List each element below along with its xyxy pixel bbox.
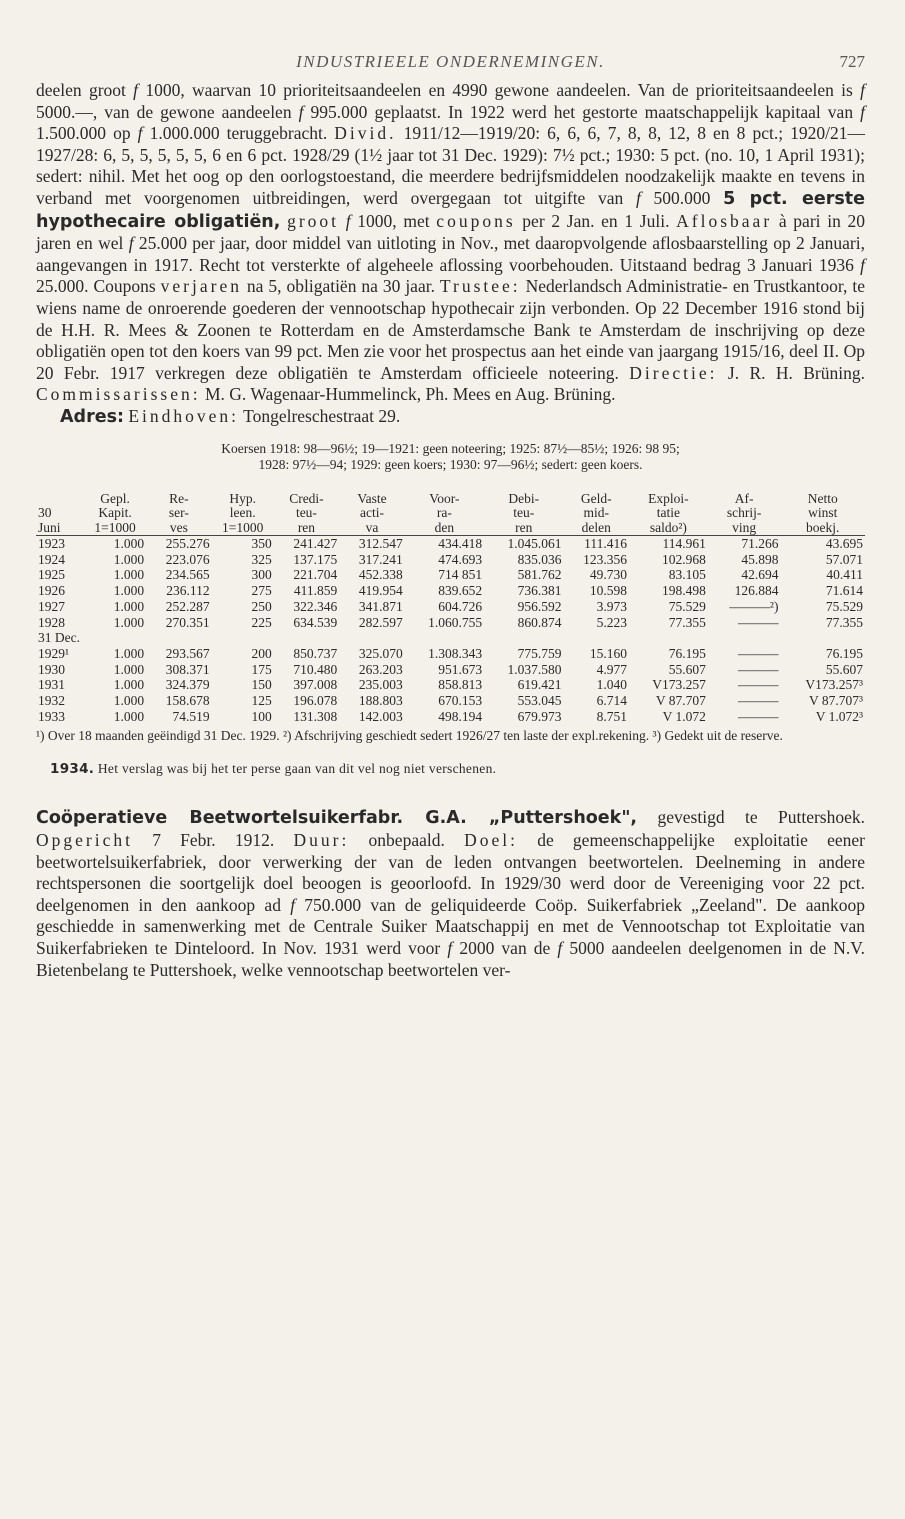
dividend-label: Divid. [334,123,397,144]
table-cell: 308.371 [165,661,210,677]
table-cell: 6.714 [596,693,627,709]
financial-table [36,492,865,725]
row-year: 1930 [38,661,65,677]
table-cell: 235.003 [358,677,403,693]
table-cell: 142.003 [358,708,403,724]
column-header: ser- [168,505,189,520]
table-cell: 77.355 [825,614,863,630]
table-cell: 102.968 [661,551,706,567]
table-cell: 40.411 [826,567,863,583]
table-cell: 951.673 [438,661,483,677]
table-cell: 125 [251,693,272,709]
row-year: 1931 [38,677,65,693]
row-year: 1926 [38,583,65,599]
column-header: Vaste [357,490,387,506]
column-header: Re- [169,490,189,506]
table-cell: 49.730 [589,567,627,583]
column-header: Credi- [289,490,324,506]
column-header: Voor- [429,490,460,506]
table-cell: 126.884 [734,583,779,599]
table-cell: 83.105 [668,567,706,583]
table-cell: 234.565 [165,567,210,583]
column-header: Exploi- [648,490,689,506]
table-cell: 860.874 [517,614,562,630]
table-header-row [36,506,865,521]
table-row [36,677,865,693]
table-cell: 111.416 [584,536,627,551]
column-header: tatie [656,505,681,520]
table-cell: 158.678 [165,693,210,709]
column-header: Gepl. [100,490,130,506]
table-row [36,693,865,709]
table-row [36,583,865,599]
table-cell: 350 [251,536,272,551]
table-cell: ———²) [729,598,779,614]
table-cell: 77.355 [668,614,706,630]
table-cell: 270.351 [165,614,210,630]
table-cell: 293.567 [165,645,210,661]
table-cell: 150 [251,677,272,693]
address-line: Adres: Eindhoven: Tongelreschestraat 29. [60,405,401,427]
table-cell: 710.480 [293,661,338,677]
table-cell: 1.037.580 [507,661,562,677]
table-cell: ——— [737,693,779,709]
column-header: Hyp. [229,490,256,506]
table-cell: V 1.072³ [815,708,863,724]
table-cell: 434.418 [438,536,483,551]
column-header [36,492,84,507]
table-cell: 397.008 [293,677,338,693]
table-cell: 282.597 [358,614,403,630]
table-cell: 1.000 [113,583,145,599]
column-header: ren [274,521,340,536]
column-header: ra- [436,505,452,520]
table-cell: 341.871 [358,598,403,614]
table-cell: 43.695 [825,536,863,551]
row-year: 1924 [38,551,65,567]
column-header: Juni [36,521,84,536]
company-description: deelen groot f 1000, waarvan 10 prioriteitsaandeelen en 4990 gewone aandeelen. Van de prioriteitsaandeelen is f 5000.—, van de gewone aandeelen f 995.000 geplaatst. In 1922 werd het gestorte maatschappelijk kapitaal van f 1.500.000 op f 1.000.000 teruggebracht. Divid. 1911/12—1919/20: 6, 6, 6, 7, 8, 8, 12, 8 en 8 pct.; 1920/21—1927/28: 6, 5, 5, 5, 5, 5, 6 en 6 pct. 1928/29 (1½ jaar tot 31 Dec. 1929): 7½ pct.; 1930: 5 pct. (no. 10, 1 April 1931); sedert: nihil. Met het oog op den oorlogstoestand, die meerdere bedrijfsmiddelen noodzakelijk maakte en tevens in verband met voorgenomen uitbreidingen, werd overgegaan tot uitgifte van f 500.000 5 pct. eerste hypothecaire obligatiën, groot f 1000, met coupons per 2 Jan. en 1 Juli. Aflosbaar à pari in 20 jaren en wel f 25.000 per jaar, door middel van uitloting in Nov., met daaropvolgende aflosbaarstelling op 2 Januari, aangevangen in 1917. Recht tot versterkte of algeheele aflossing voorbehouden. Uitstaand bedrag 3 Januari 1936 f 25.000. Coupons verjaren na 5, obligatiën na 30 jaar. Trustee: Nederlandsch Administratie- en Trustkantoor, te wiens name de onroerende goederen der vennootschap hypothecair zijn verbonden. Op 22 December 1916 stond bij de H.H. R. Mees & Zoonen te Rotterdam en de Amsterdamsche Bank te Amsterdam de inschrijving op deze obligatiën open tot den koers van 99 pct. Men zie voor het prospectus aan het einde van jaargang 1915/16, deel II. Op 20 Febr. 1917 verkregen deze obligatiën te Amsterdam officieele noteering. Directie: J. R. H. Brüning. Commissarissen: M. G. Wagenaar-Hummelinck, Ph. Mees en Aug. Brüning. [36,80,866,405]
table-cell: 57.071 [825,551,863,567]
table-cell: ——— [737,645,779,661]
row-year: 1923 [38,536,65,551]
table-footnotes: ¹) Over 18 maanden geëindigd 31 Dec. 1929. ²) Afschrijving geschiedt sedert 1926/27 ten laste der expl.rekening. ³) Gedekt uit de reserve. [36,728,783,744]
table-cell: 324.379 [165,677,210,693]
table-cell: 498.194 [438,708,483,724]
table-cell: 1.000 [113,708,145,724]
table-cell: 137.175 [293,551,338,567]
table-cell: 55.607 [825,661,863,677]
table-cell: 255.276 [165,536,210,551]
table-cell: 225 [251,614,272,630]
table-cell: 1.000 [113,677,145,693]
table-cell: 252.287 [165,598,210,614]
table-cell: 850.737 [293,645,338,661]
table-cell: 619.421 [517,677,562,693]
table-cell: 775.759 [517,645,562,661]
address-label: Adres: [60,406,124,427]
table-cell: 4.977 [596,661,627,677]
table-cell: 263.203 [358,661,403,677]
column-header: Netto [807,490,838,506]
table-cell: 42.694 [741,567,779,583]
table-cell: 1.000 [113,661,145,677]
table-cell: 45.898 [741,551,779,567]
column-header: den [405,521,484,536]
table-cell: 250 [251,598,272,614]
table-cell: 634.539 [293,614,338,630]
table-header-row [36,521,865,536]
column-header: Af- [734,490,754,506]
table-row [36,599,865,615]
column-header: mid- [583,505,609,520]
table-cell: V 87.707³ [808,693,863,709]
row-year: 1928 [38,614,65,630]
table-cell: 858.813 [438,677,483,693]
directie-label: Directie: [629,362,718,383]
table-row [36,662,865,678]
table-row [36,536,865,552]
table-cell: ——— [737,677,779,693]
table-cell: 325.070 [358,645,403,661]
table-cell: 3.973 [596,598,627,614]
table-row [36,552,865,568]
table-cell: 452.338 [358,567,403,583]
commissarissen-label: Commissarissen: [36,384,201,405]
table-cell: 71.614 [825,583,863,599]
column-header: delen [563,521,629,536]
note-1934: 1934. Het verslag was bij het ter perse gaan van dit vel nog niet verschenen. [50,760,497,777]
table-cell: 1.000 [113,598,145,614]
trustee-label: Trustee: [439,276,521,297]
column-header: ving [708,521,781,536]
running-title: INDUSTRIEELE ONDERNEMINGEN. [296,52,605,71]
table-cell: 312.547 [358,536,403,551]
column-header: saldo²) [629,521,708,536]
table-cell: 1.040 [596,677,627,693]
table-cell: 411.859 [293,583,338,599]
table-cell: 123.356 [583,551,627,567]
table-cell: ——— [737,708,779,724]
column-header: teu- [295,505,317,520]
table-row [36,646,865,662]
table-cell: 1.000 [113,551,145,567]
column-header: Geld- [580,490,612,506]
table-header-row [36,492,865,507]
table-cell: 223.076 [165,551,210,567]
column-header: 30 [38,505,52,520]
table-cell: 15.160 [589,645,627,661]
table-cell: 325 [251,551,272,567]
table-cell: 1.060.755 [428,614,483,630]
table-cell: 10.598 [589,583,627,599]
table-cell: ——— [737,614,779,630]
table-cell: 175 [251,661,272,677]
table-cell: 714 851 [438,567,483,583]
table-cell: 1.308.343 [428,645,483,661]
table-cell: 553.045 [517,693,562,709]
page-number: 727 [839,52,865,71]
table-cell: 1.000 [113,536,145,551]
table-cell: 474.693 [438,551,483,567]
table-cell: 670.153 [438,693,483,709]
table-period-row [36,630,865,646]
table-cell: 419.954 [358,583,403,599]
table-cell: 275 [251,583,272,599]
table-cell: 317.241 [358,551,403,567]
row-year: 1925 [38,567,65,583]
cooperative-title: Coöperatieve Beetwortelsuikerfabr. G.A. „Puttershoek", [36,808,638,829]
table-cell: 55.607 [668,661,706,677]
table-cell: 114.961 [662,536,706,551]
table-cell: 5.223 [596,614,627,630]
column-header: 1=1000 [84,521,146,536]
column-header: winst [808,505,838,520]
table-cell: 1.045.061 [507,536,562,551]
column-header: Debi- [508,490,540,506]
column-header: acti- [359,505,384,520]
table-cell: 76.195 [668,645,706,661]
table-cell: 956.592 [517,598,562,614]
table-cell: ——— [737,661,779,677]
table-cell: 71.266 [741,536,779,551]
table-cell: 581.762 [517,567,562,583]
table-cell: 8.751 [596,708,627,724]
column-header: schrij- [726,505,762,520]
table-cell: V173.257³ [805,677,863,693]
table-cell: 75.529 [825,598,863,614]
table-cell: 300 [251,567,272,583]
table-cell: 839.652 [438,583,483,599]
table-row [36,615,865,631]
table-cell: 1.000 [113,614,145,630]
obligation-heading: 5 pct. eerste hypothecaire obligatiën, [36,188,866,232]
row-year: 1932 [38,693,65,709]
table-cell: 74.519 [172,708,210,724]
column-header: leen. [229,505,256,520]
row-year: 1933 [38,708,65,724]
column-header: Kapit. [98,505,132,520]
table-cell: V 1.072 [662,708,706,724]
page-header [36,52,865,80]
table-cell: 241.427 [293,536,338,551]
table-cell: 76.195 [825,645,863,661]
table-cell: 236.112 [166,583,210,599]
quotations: Koersen 1918: 98—96½; 19—1921: geen noteering; 1925: 87½—85½; 1926: 98 95; 1928: 97½—94; 1929: geen koers; 1930: 97—96½; sedert: geen koers. [221,440,680,472]
table-cell: 1.000 [113,645,145,661]
column-header: 1=1000 [212,521,274,536]
table-cell: 835.036 [517,551,562,567]
row-year: 1929¹ [38,645,70,661]
column-header: va [339,521,405,536]
table-cell: 221.704 [293,567,338,583]
table-cell: 604.726 [438,598,483,614]
table-cell: 736.381 [517,583,562,599]
table-cell: V173.257 [652,677,706,693]
column-header: teu- [513,505,535,520]
cooperative-paragraph: Coöperatieve Beetwortelsuikerfabr. G.A. „Puttershoek", gevestigd te Puttershoek. Opgericht 7 Febr. 1912. Duur: onbepaald. Doel: de gemeenschappelijke exploitatie eener beetwortelsuikerfabriek, door verwerking der van de leden ontvangen beetwortelen. Deelneming in andere rechtspersonen die soortgelijk doel beoogen is geoorloofd. In 1929/30 werd door de Vereeniging voor 22 pct. deelgenomen in den aankoop ad f 750.000 van de geliquideerde Coöp. Suikerfabriek „Zeeland". De aankoop geschiedde in samenwerking met de Centrale Suiker Maatschappij en met de Vennootschap tot Exploitatie van Suikerfabrieken te Dinteloord. In Nov. 1931 werd voor f 2000 van de f 5000 aandeelen deelgenomen in de N.V. Bietenbelang te Puttershoek, welke vennootschap beetwortelen ver- [36,807,866,980]
table-cell: 322.346 [293,598,338,614]
table-cell: V 87.707 [655,693,706,709]
table-cell: 188.803 [358,693,403,709]
table-cell: 131.308 [293,708,338,724]
table-cell: 679.973 [517,708,562,724]
row-year: 1927 [38,598,65,614]
table-row [36,709,865,725]
table-cell: 198.498 [661,583,706,599]
table-cell: 200 [251,645,272,661]
table-cell: 1.000 [113,693,145,709]
table-cell: 196.078 [293,693,338,709]
table-cell: 100 [251,708,272,724]
column-header: boekj. [780,521,865,536]
column-header: ren [484,521,563,536]
table-cell: 75.529 [668,598,706,614]
cooperative-section [36,807,865,981]
table-row [36,567,865,583]
period-label: 31 Dec. [38,630,80,646]
table-cell: 1.000 [113,567,145,583]
column-header: ves [146,521,212,536]
